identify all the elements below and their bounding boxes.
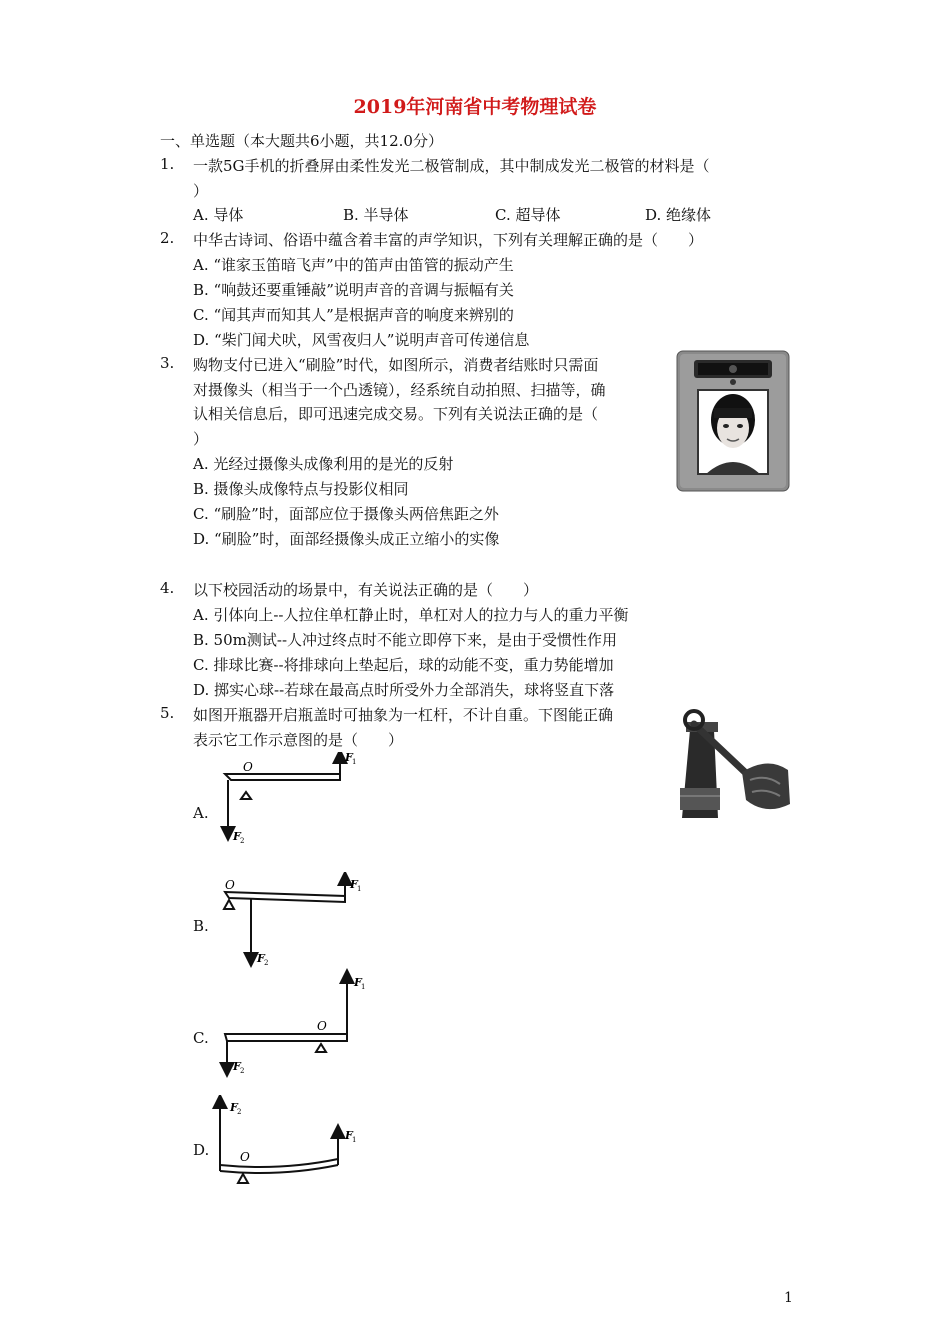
bottle-opener-image xyxy=(676,700,794,818)
page-number: 1 xyxy=(784,1290,793,1306)
lever-diagram-c xyxy=(215,968,375,1078)
q1-text-cont: ） xyxy=(193,182,209,200)
force-label-f2: F xyxy=(233,830,241,843)
q2-number: 2. xyxy=(160,229,175,247)
force-label-f1: F xyxy=(345,752,353,764)
force-sub-2: 2 xyxy=(240,1067,245,1075)
q5-option-c-label: C. xyxy=(193,1029,209,1047)
q5-text-line1: 如图开瓶器开启瓶盖时可抽象为一杠杆，不计自重。下图能正确 xyxy=(193,706,614,724)
force-sub-1: 1 xyxy=(352,758,357,766)
section-heading: 一、单选题（本大题共6小题，共12.0分） xyxy=(160,132,443,150)
q3-text-line1: 购物支付已进入“刷脸”时代，如图所示，消费者结账时只需面 xyxy=(193,356,599,374)
q3-option-d: D. “刷脸”时，面部经摄像头成正立缩小的实像 xyxy=(193,530,500,548)
q4-option-b: B. 50m测试--人冲过终点时不能立即停下来，是由于受惯性作用 xyxy=(193,631,618,649)
force-sub-1: 1 xyxy=(352,1136,357,1144)
q1-option-a: A. 导体 xyxy=(193,206,244,224)
q2-option-c: C. “闻其声而知其人”是根据声音的响度来辨别的 xyxy=(193,306,514,324)
q4-option-d: D. 掷实心球--若球在最高点时所受外力全部消失，球将竖直下落 xyxy=(193,681,615,699)
q1-option-c: C. 超导体 xyxy=(495,206,561,224)
q5-text-line2: 表示它工作示意图的是（ ） xyxy=(193,731,404,749)
q4-option-a: A. 引体向上--人拉住单杠静止时，单杠对人的拉力与人的重力平衡 xyxy=(193,606,629,624)
force-sub-1: 1 xyxy=(357,885,362,893)
q2-text: 中华古诗词、俗语中蕴含着丰富的声学知识，下列有关理解正确的是（ ） xyxy=(193,231,704,249)
force-sub-1: 1 xyxy=(361,983,366,991)
q3-text-line3: 认相关信息后，即可迅速完成交易。下列有关说法正确的是（ xyxy=(193,405,599,423)
q1-text: 一款5G手机的折叠屏由柔性发光二极管制成，其中制成发光二极管的材料是（ xyxy=(193,157,710,175)
q2-option-d: D. “柴门闻犬吠，风雪夜归人”说明声音可传递信息 xyxy=(193,331,530,349)
q1-number: 1. xyxy=(160,155,175,173)
q3-text-line4: ） xyxy=(193,430,209,448)
q1-option-b: B. 半导体 xyxy=(343,206,409,224)
lever-diagram-d xyxy=(210,1095,370,1190)
lever-diagram-a xyxy=(215,752,375,852)
force-label-f2: F xyxy=(257,952,265,965)
q5-number: 5. xyxy=(160,704,175,722)
pivot-label: O xyxy=(243,760,253,774)
face-scanner-image xyxy=(676,350,790,492)
q4-text: 以下校园活动的场景中，有关说法正确的是（ ） xyxy=(193,581,539,599)
q5-option-b-label: B. xyxy=(193,917,209,935)
force-sub-2: 2 xyxy=(237,1108,242,1116)
force-label-f1: F xyxy=(345,1129,353,1142)
q3-number: 3. xyxy=(160,354,175,372)
q4-option-c: C. 排球比赛--将排球向上垫起后，球的动能不变，重力势能增加 xyxy=(193,656,614,674)
force-label-f1: F xyxy=(354,976,362,989)
lever-diagram-b xyxy=(215,872,375,972)
q5-option-d-label: D. xyxy=(193,1141,210,1159)
q2-option-a: A. “谁家玉笛暗飞声”中的笛声由笛管的振动产生 xyxy=(193,256,514,274)
force-label-f2: F xyxy=(233,1060,241,1073)
q1-option-d: D. 绝缘体 xyxy=(645,206,712,224)
q4-number: 4. xyxy=(160,579,175,597)
page-title: 2019年河南省中考物理试卷 xyxy=(353,96,597,118)
force-sub-2: 2 xyxy=(264,959,269,967)
q3-option-a: A. 光经过摄像头成像利用的是光的反射 xyxy=(193,455,454,473)
force-label-f1: F xyxy=(350,878,358,891)
q5-option-a-label: A. xyxy=(193,804,209,822)
q3-text-line2: 对摄像头（相当于一个凸透镜），经系统自动拍照、扫描等，确 xyxy=(193,381,606,399)
pivot-label: O xyxy=(240,1150,250,1164)
pivot-label: O xyxy=(317,1019,327,1033)
force-sub-2: 2 xyxy=(240,837,245,845)
q3-option-c: C. “刷脸”时，面部应位于摄像头两倍焦距之外 xyxy=(193,505,499,523)
pivot-label: O xyxy=(225,878,235,892)
q2-option-b: B. “响鼓还要重锤敲”说明声音的音调与振幅有关 xyxy=(193,281,514,299)
force-label-f2: F xyxy=(230,1101,238,1114)
q3-option-b: B. 摄像头成像特点与投影仪相同 xyxy=(193,480,409,498)
